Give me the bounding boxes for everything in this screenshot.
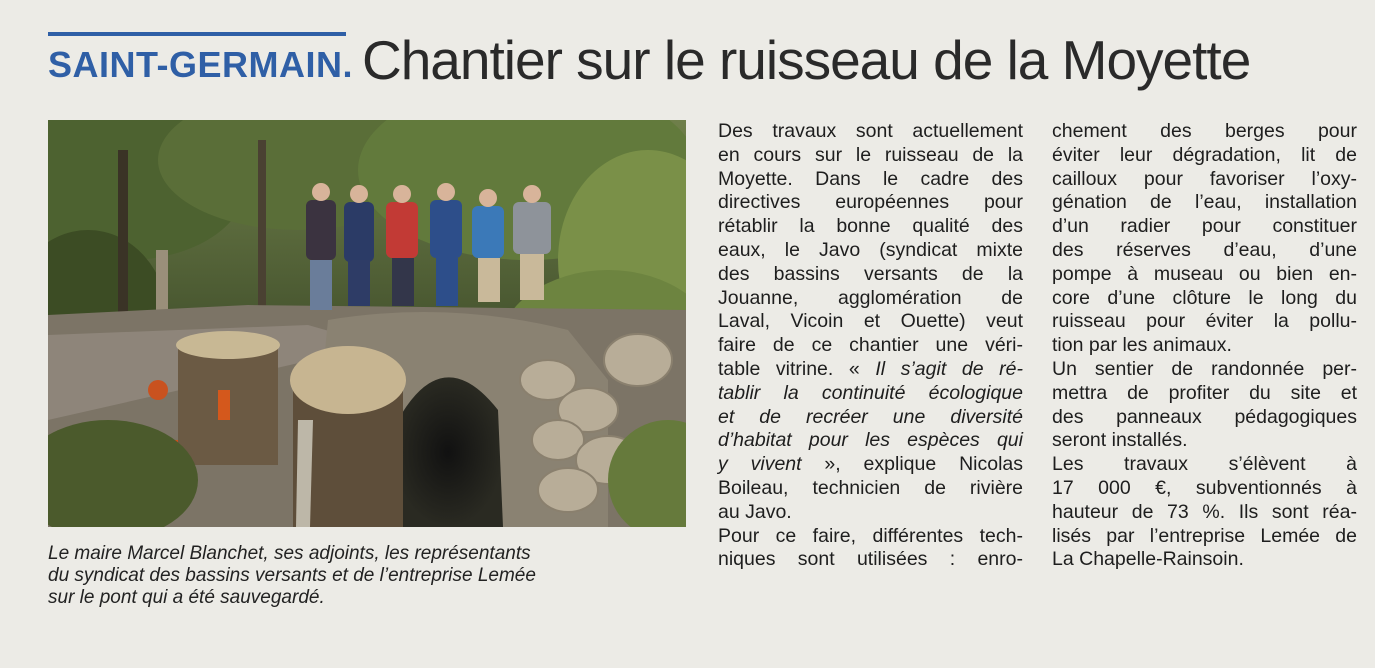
rubric-location: SAINT-GERMAIN. [48,44,354,85]
text-line: tion par les animaux. [1052,334,1232,357]
article-photo [48,120,686,527]
text-line: Moyette. Dans le cadre des [718,167,1023,190]
text-line: éviter leur dégradation, lit de [1052,143,1357,166]
quote-segment: y vivent [718,453,802,476]
text-line: des panneaux pédagogiques [1052,405,1357,428]
text-line: en cours sur le ruisseau de la [718,143,1023,166]
rubric-rule [48,32,346,36]
text-line: ruisseau pour éviter la pollu- [1052,310,1357,333]
quote-line [718,382,1023,406]
text-segment: table vitrine. « [718,357,876,380]
text-line: faire de ce chantier une véri- [718,334,1023,357]
quote-line [718,406,1023,430]
text-line: au Javo. [718,500,792,523]
photo-caption [48,543,688,609]
text-line: seront installés. [1052,429,1188,452]
article-column-1 [718,120,1023,572]
text-line: Des travaux sont actuellement [718,120,1023,142]
text-line: Jouanne, agglomération de [718,286,1023,309]
quote-segment: Il s’agit de ré- [875,357,1023,380]
text-line: cailloux pour favoriser l’oxy- [1052,167,1357,190]
text-line: 17 000 €, subventionnés à [1052,476,1357,499]
text-line [718,453,1023,477]
text-line: rétablir la bonne qualité des [718,215,1023,238]
text-line: génation de l’eau, installation [1052,191,1357,214]
photo-illustration [48,120,686,527]
text-line: La Chapelle-Rainsoin. [1052,548,1244,571]
article-title: Chantier sur le ruisseau de la Moyette [362,29,1251,91]
text-line: hauteur de 73 %. Ils sont réa- [1052,500,1357,523]
headline [48,26,1358,98]
text-line: des bassins versants de la [718,262,1023,285]
caption-line: Le maire Marcel Blanchet, ses adjoints, les représentants [48,543,531,564]
text-line: des réserves d’eau, d’une [1052,238,1357,261]
article-column-2 [1052,120,1357,572]
text-line: chement des berges pour [1052,120,1357,142]
caption-line: sur le pont qui a été sauvegardé. [48,587,325,608]
quote-line [718,429,1023,453]
text-line: Les travaux s’élèvent à [1052,453,1357,476]
quote-segment: d’habitat pour les espèces qui [718,429,1023,452]
text-line: niques sont utilisées : enro- [718,548,1023,571]
text-line: Pour ce faire, différentes tech- [718,524,1023,547]
quote-segment: tablir la continuité écologique [718,381,1023,404]
text-line: Un sentier de randonnée per- [1052,357,1357,380]
caption-line: du syndicat des bassins versants et de l’entreprise Lemée [48,565,536,586]
text-line: core d’une clôture le long du [1052,286,1357,309]
text-line: Boileau, technicien de rivière [718,476,1023,499]
text-line [718,358,1023,382]
text-line: pompe à museau ou bien en- [1052,262,1357,285]
text-segment: », explique Nicolas [801,453,1024,476]
quote-segment: et de recréer une diversité [718,405,1023,428]
text-line: eaux, le Javo (syndicat mixte [718,238,1023,261]
text-line: d’un radier pour constituer [1052,215,1357,238]
text-line: Laval, Vicoin et Ouette) veut [718,310,1023,333]
text-line: lisés par l’entreprise Lemée de [1052,524,1357,547]
text-line: mettra de profiter du site et [1052,381,1357,404]
text-line: directives européennes pour [718,191,1023,214]
